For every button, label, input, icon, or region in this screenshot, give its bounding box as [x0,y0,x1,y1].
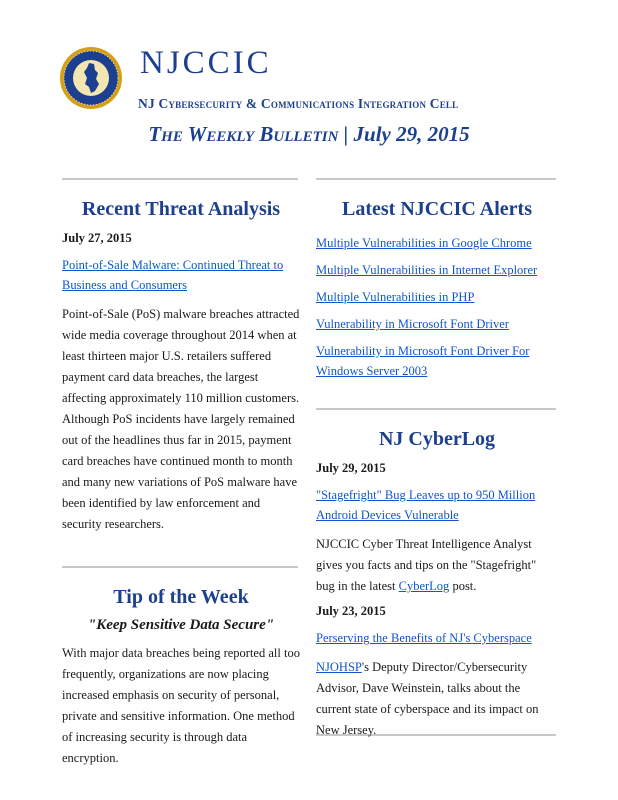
entry-date: July 23, 2015 [316,604,386,618]
entry-body [316,657,558,741]
brand-subtitle: NJ Cybersecurity & Communications Integration Cell [138,96,459,111]
bulletin-title-line [0,122,618,147]
tip-section [62,586,300,769]
bulletin-date: July 29, 2015 [353,122,470,146]
alerts-section [316,198,558,381]
brand-name: NJCCIC [140,45,272,81]
entry-body-text: post. [449,579,477,593]
article-body: Point-of-Sale (PoS) malware breaches attracted wide media coverage throughout 2014 when at least thirteen major U.S. retailers suffered payment card data breaches, the largest affecting approximately 110 million customers. Although PoS incidents have largely remained out of the headlines thus far in 2015, payment card breaches have continued month to month and many new variations of PoS malware have been identified by law enforcement and security researchers. [62,307,300,531]
cyberlog-inline-link[interactable]: CyberLog [398,579,450,593]
alert-link[interactable]: Vulnerability in Microsoft Font Driver For Windows Server 2003 [316,344,530,378]
alert-link[interactable]: Multiple Vulnerabilities in Google Chrome [316,236,532,250]
cyberlog-section [316,428,558,741]
divider-left-mid [62,566,298,568]
entry-body [316,534,558,597]
recent-threat-section [62,198,300,535]
alert-link[interactable]: Multiple Vulnerabilities in PHP [316,290,475,304]
entry-link[interactable]: "Stagefright" Bug Leaves up to 950 Million Android Devices Vulnerable [316,488,536,522]
entry-body-text: 's Deputy Director/Cybersecurity Advisor, Dave Weinstein, talks about the current state of cyberspace and its impact on New Jersey. [316,660,539,737]
divider-right-top [316,178,556,180]
alert-link[interactable]: Multiple Vulnerabilities in Internet Explorer [316,263,538,277]
section-title: Tip of the Week [113,586,249,608]
bulletin-separator: | [343,122,349,146]
nj-state-seal-icon [59,46,123,110]
divider-right-mid [316,408,556,410]
section-title: Recent Threat Analysis [81,198,281,220]
article-link[interactable]: Point-of-Sale Malware: Continued Threat to Business and Consumers [62,258,284,292]
njohsp-inline-link[interactable]: NJOHSP [316,660,362,674]
entry-link[interactable]: Perserving the Benefits of NJ's Cyberspace [316,631,532,645]
article-date: July 27, 2015 [62,231,132,245]
tip-body: With major data breaches being reported all too frequently, organizations are now placing increased emphasis on security of personal, private and sensitive information. One method of increasing security is through data encryption. [62,646,300,765]
section-title: Latest NJCCIC Alerts [342,198,532,220]
section-title: NJ CyberLog [378,428,496,450]
divider-left-top [62,178,298,180]
entry-date: July 29, 2015 [316,461,386,475]
entry-body-text: NJCCIC Cyber Threat Intelligence Analyst gives you facts and tips on the "Stagefright" bug in the latest [316,537,537,593]
bulletin-header [0,0,618,165]
tip-quote: "Keep Sensitive Data Secure" [87,617,275,633]
alert-link[interactable]: Vulnerability in Microsoft Font Driver [316,317,509,331]
bulletin-title: The Weekly Bulletin [148,122,339,146]
